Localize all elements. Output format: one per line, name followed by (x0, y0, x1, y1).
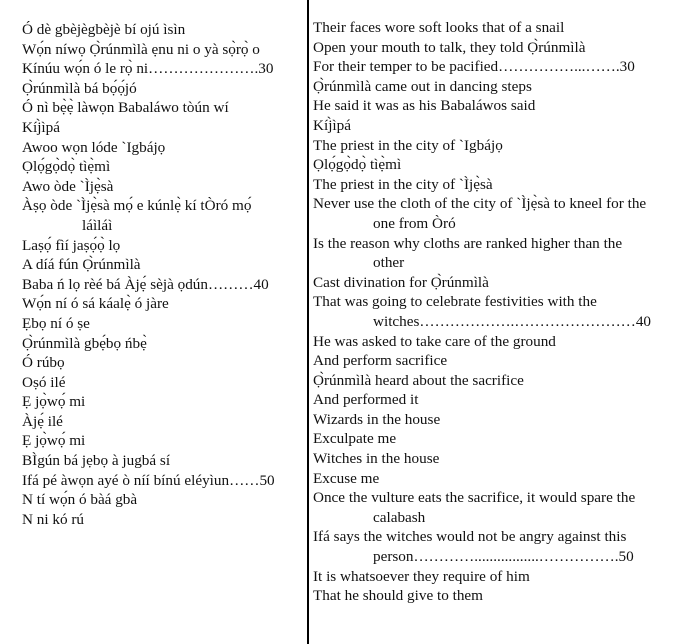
verse-line: Ifá says the witches would not be angry against this (313, 528, 627, 546)
verse-line: Is the reason why cloths are ranked higher than the (313, 234, 623, 252)
verse-line: Ọlọ́gọ̀dọ̀ tìẹ̀mì (313, 156, 402, 174)
verse-line: N tí wọ́n ó bàá gbà (22, 491, 138, 509)
verse-line: Kíj̀ìpá (22, 118, 60, 136)
verse-line: Awoo wọn lóde `Igbájọ (22, 138, 166, 156)
verse-line: Ọ̀rúnmìlà came out in dancing steps (313, 77, 532, 95)
verse-line: Baba ń lọ rèé bá Àjẹ́ sèjà ọdún………40 (22, 275, 269, 293)
verse-line-continuation: witches……………….……………………40 (373, 312, 652, 330)
verse-line: That was going to celebrate festivities with the (313, 293, 597, 311)
verse-line: Kíj̀ìpá (313, 116, 351, 134)
verse-line: That he should give to them (313, 587, 483, 605)
verse-line: Àjẹ́ ilé (22, 412, 63, 430)
verse-line: Kínúu wọ́n ó le rọ̀ ni………………….30 (22, 60, 274, 78)
verse-line: Once the vulture eats the sacrifice, it would spare the (313, 489, 636, 507)
verse-line: Ọlọ́gọ̀dọ̀ tìẹ̀mì (22, 158, 111, 176)
verse-line: Ifá pé àwọn ayé ò níí bínú eléyìun……50 (22, 471, 275, 489)
verse-line: Excuse me (313, 469, 380, 487)
verse-line: Witches in the house (313, 450, 440, 468)
verse-line-continuation: other (373, 254, 405, 272)
verse-line: And perform sacrifice (313, 352, 448, 370)
verse-line: For their temper to be pacified……………...…….30 (313, 58, 635, 76)
verse-line: Ó nì bẹ̀ẹ̀ làwọn Babaláwo tòún wí (22, 99, 229, 117)
verse-line: He said it was as his Babaláwos said (313, 97, 536, 115)
verse-line: Àṣọ òde `Ìjẹ̀sà mọ́ e kúnlẹ̀ kí tÒró mọ́ (22, 197, 252, 215)
verse-line: Wizards in the house (313, 410, 441, 428)
verse-line: Their faces wore soft looks that of a snail (313, 19, 565, 36)
verse-line: Exculpate me (313, 430, 397, 448)
verse-line: Oṣó ilé (22, 373, 66, 391)
verse-line: It is whatsoever they require of him (313, 567, 530, 585)
verse-line: Wọ́n ní ó sá káalẹ̀ ó jàre (22, 295, 169, 313)
verse-line-continuation: láìláì (82, 216, 113, 234)
yoruba-text-column (22, 20, 304, 529)
verse-line: N ni kó rú (22, 510, 85, 528)
verse-line-continuation: person………….................…………….50 (373, 548, 634, 566)
verse-line: Wọ́n níwọ Ọ̀rúnmìlà ẹnu ni o yà sọ̀rọ̀ o (22, 40, 260, 58)
verse-line: Ọ̀rúnmìlà bá bọ́ọ́jó (22, 79, 137, 97)
verse-line: Ẹ jọ̀wọ́ mi (22, 393, 86, 411)
verse-line: Cast divination for Ọ̀rúnmìlà (313, 273, 489, 291)
verse-line: Awo òde `Ìjẹ̀sà (22, 177, 114, 195)
verse-line: Ó dè gbèjègbèjè bí ojú ìsìn (22, 21, 186, 38)
verse-line: Ọ̀rúnmìlà gbẹ́bọ ńbẹ̀ (22, 334, 147, 352)
column-divider (307, 0, 309, 644)
verse-line: And performed it (313, 391, 419, 409)
verse-line: Laṣọ́ fìí jaṣọ́ọ̀ lọ (22, 236, 121, 254)
verse-line: Open your mouth to talk, they told Ọ̀rúnmìlà (313, 38, 586, 56)
verse-line: Never use the cloth of the city of `Ìjẹ̀sà to kneel for the (313, 195, 647, 213)
verse-line-continuation: calabash (373, 508, 426, 526)
verse-line: Ẹbọ ní ó ṣe (22, 314, 90, 332)
verse-line: Ẹ jọ̀wọ́ mi (22, 432, 86, 450)
english-translation-column (313, 18, 683, 606)
verse-line: The priest in the city of `Igbájọ (313, 136, 503, 154)
verse-line: Ọ̀rúnmìlà heard about the sacrifice (313, 371, 524, 389)
verse-line: Ó rúbọ (22, 354, 65, 372)
verse-line: A díá fún Ọ̀rúnmìlà (22, 256, 141, 274)
verse-line: BÌgún bá jẹbọ à jugbá sí (22, 452, 171, 470)
verse-line: The priest in the city of `Ìjẹ̀sà (313, 175, 493, 193)
verse-line: He was asked to take care of the ground (313, 332, 556, 350)
verse-line-continuation: one from Òró (373, 214, 456, 232)
